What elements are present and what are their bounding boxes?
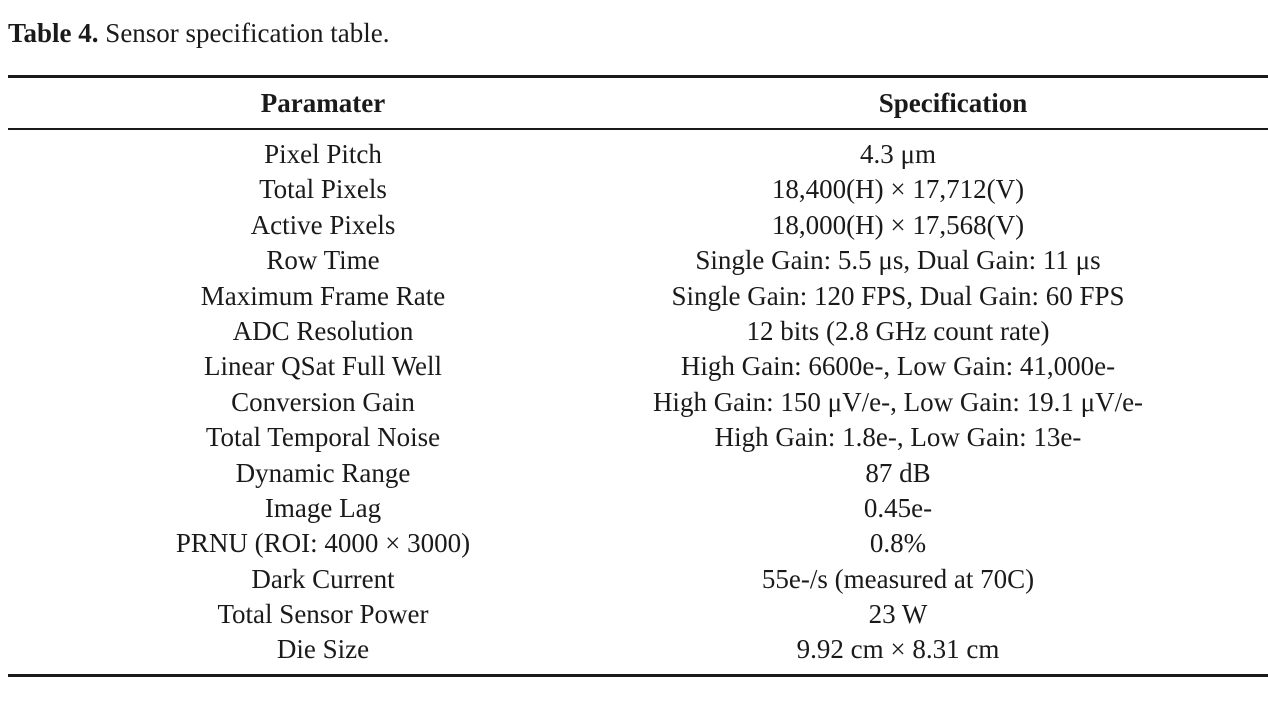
caption-label: Table 4. — [8, 18, 99, 48]
specification-cell: High Gain: 1.8e-, Low Gain: 13e- — [714, 422, 1082, 453]
table-row — [8, 172, 1268, 207]
table-row — [8, 243, 1268, 278]
specification-cell: 0.45e- — [863, 492, 933, 523]
parameter-cell: Total Pixels — [259, 174, 387, 205]
parameter-cell: Conversion Gain — [231, 386, 415, 417]
table-row — [8, 314, 1268, 349]
table-caption — [8, 18, 389, 49]
specification-cell: 23 W — [868, 599, 928, 630]
parameter-cell: Linear QSat Full Well — [203, 351, 443, 382]
table-row — [8, 349, 1268, 384]
table-row — [8, 491, 1268, 526]
specification-cell: 0.8% — [869, 528, 927, 559]
table-body — [8, 137, 1268, 668]
specification-cell: 9.92 cm × 8.31 cm — [796, 634, 1000, 665]
specification-cell: 55e-/s (measured at 70C) — [761, 563, 1035, 594]
specification-cell: 4.3 μm — [860, 139, 936, 169]
table-row — [8, 420, 1268, 455]
parameter-cell: Image Lag — [264, 492, 382, 523]
table-row — [8, 137, 1268, 172]
table-header-row — [8, 84, 1268, 124]
header-parameter: Paramater — [260, 88, 386, 118]
specification-cell: 18,400(H) × 17,712(V) — [771, 174, 1025, 205]
parameter-cell: PRNU (ROI: 4000 × 3000) — [175, 528, 471, 559]
table-row — [8, 562, 1268, 597]
table-top-rule — [8, 75, 1268, 78]
specification-cell: 12 bits (2.8 GHz count rate) — [746, 315, 1050, 346]
specification-cell: High Gain: 6600e-, Low Gain: 41,000e- — [680, 351, 1116, 382]
parameter-cell: Pixel Pitch — [264, 139, 382, 169]
table-row — [8, 456, 1268, 491]
parameter-cell: Dynamic Range — [235, 457, 411, 488]
specification-cell: 87 dB — [865, 457, 931, 488]
table-row — [8, 385, 1268, 420]
table-row — [8, 632, 1268, 667]
parameter-cell: Dark Current — [251, 563, 395, 594]
table-header-rule — [8, 128, 1268, 130]
parameter-cell: Total Sensor Power — [217, 599, 429, 630]
specification-cell: High Gain: 150 μV/e-, Low Gain: 19.1 μV/e- — [652, 386, 1144, 417]
table-row — [8, 597, 1268, 632]
specification-cell: Single Gain: 5.5 μs, Dual Gain: 11 μs — [695, 245, 1101, 276]
parameter-cell: Die Size — [276, 634, 370, 665]
caption-text: Sensor specification table. — [105, 18, 390, 48]
header-specification: Specification — [878, 88, 1028, 118]
table-row — [8, 208, 1268, 243]
parameter-cell: ADC Resolution — [232, 315, 414, 346]
table-row — [8, 279, 1268, 314]
specification-cell: 18,000(H) × 17,568(V) — [771, 209, 1025, 240]
specification-cell: Single Gain: 120 FPS, Dual Gain: 60 FPS — [671, 280, 1125, 311]
parameter-cell: Row Time — [266, 245, 380, 276]
table-row — [8, 526, 1268, 561]
parameter-cell: Active Pixels — [250, 209, 396, 240]
parameter-cell: Maximum Frame Rate — [200, 280, 446, 311]
table-bottom-rule — [8, 674, 1268, 677]
parameter-cell: Total Temporal Noise — [205, 422, 441, 453]
